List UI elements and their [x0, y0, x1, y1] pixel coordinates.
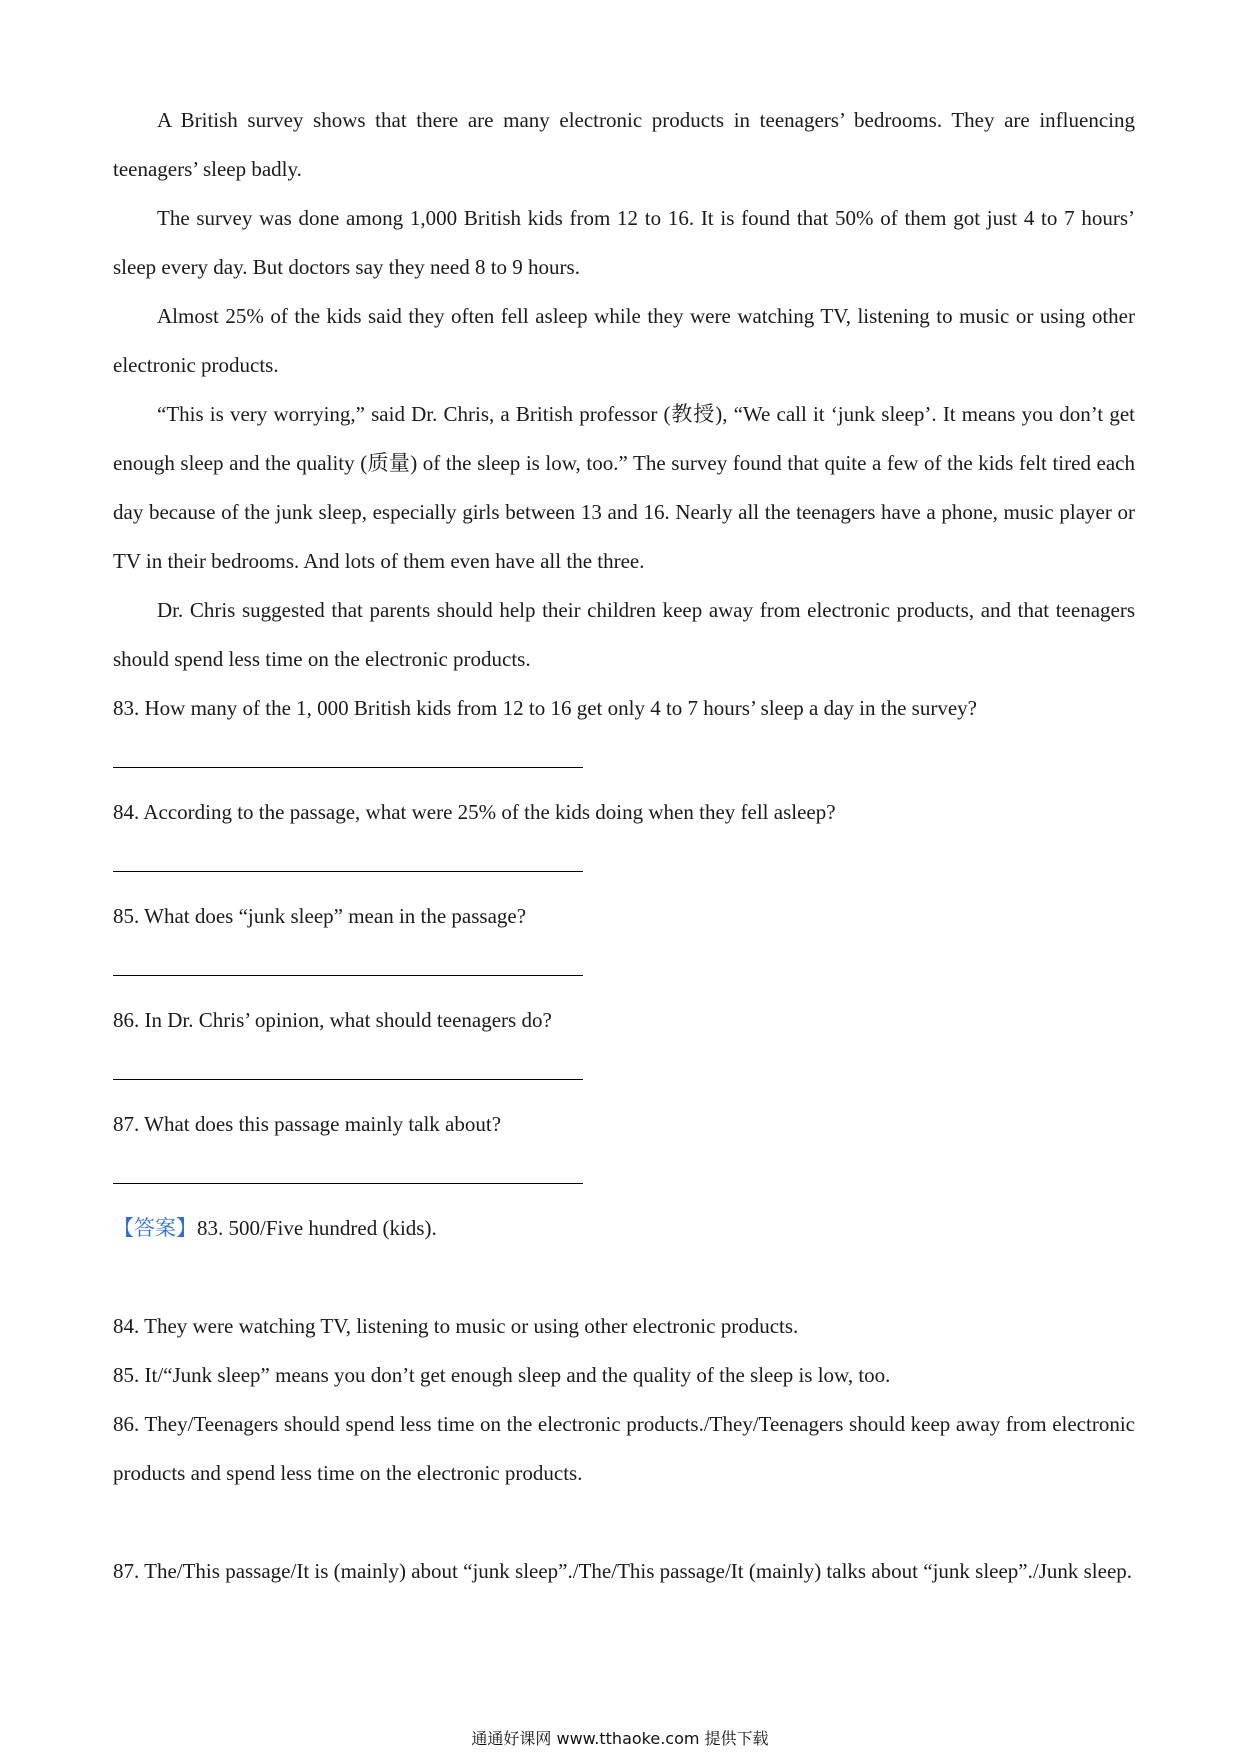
answer-87: 87. The/This passage/It is (mainly) about “junk sleep”./The/This passage/It (mainly) talks about “junk sleep”./Junk sleep.: [113, 1559, 1133, 1583]
answer-83-text: 83. 500/Five hundred (kids).: [197, 1216, 437, 1240]
answer-86: 86. They/Teenagers should spend less time on the electronic products./They/Teenagers should keep away from electronic products and spend less time on the electronic products.: [113, 1412, 1135, 1485]
answer-blank-84[interactable]: [113, 871, 583, 872]
passage-paragraph-5: Dr. Chris suggested that parents should help their children keep away from electronic products, and that teenagers should spend less time on the electronic products.: [113, 598, 1135, 671]
answer-83: [113, 1204, 1135, 1253]
passage-paragraph-2: The survey was done among 1,000 British kids from 12 to 16. It is found that 50% of them got just 4 to 7 hours’ sleep every day. But doctors say they need 8 to 9 hours.: [113, 206, 1135, 279]
question-87: 87. What does this passage mainly talk about?: [113, 1112, 502, 1136]
answer-blank-87[interactable]: [113, 1183, 583, 1184]
answer-84: 84. They were watching TV, listening to music or using other electronic products.: [113, 1314, 799, 1338]
spacer: [113, 1498, 1135, 1547]
document-page: [113, 96, 1135, 1596]
answer-blank-85[interactable]: [113, 975, 583, 976]
answer-85: 85. It/“Junk sleep” means you don’t get enough sleep and the quality of the sleep is low, too.: [113, 1363, 891, 1387]
spacer: [113, 1253, 1135, 1302]
passage-paragraph-1: A British survey shows that there are many electronic products in teenagers’ bedrooms. They are influencing teenagers’ sleep badly.: [113, 108, 1135, 181]
passage-paragraph-3: Almost 25% of the kids said they often fell asleep while they were watching TV, listening to music or using other electronic products.: [113, 304, 1135, 377]
question-85: 85. What does “junk sleep” mean in the passage?: [113, 904, 527, 928]
question-84: 84. According to the passage, what were 25% of the kids doing when they fell asleep?: [113, 800, 836, 824]
answer-blank-83[interactable]: [113, 767, 583, 768]
answer-tag: 【答案】: [113, 1216, 197, 1240]
passage-paragraph-4: “This is very worrying,” said Dr. Chris, a British professor (教授), “We call it ‘junk sleep’. It means you don’t get enough sleep and the quality (质量) of the sleep is low, too.” The survey found that quite a few of the kids felt tired each day because of the junk sleep, especially girls between 13 and 16. Nearly all the teenagers have a phone, music player or TV in their bedrooms. And lots of them even have all the three.: [113, 402, 1135, 573]
footer-watermark: 通通好课网 www.tthaoke.com 提供下载: [471, 1729, 769, 1748]
question-86: 86. In Dr. Chris’ opinion, what should teenagers do?: [113, 1008, 552, 1032]
question-83: 83. How many of the 1, 000 British kids from 12 to 16 get only 4 to 7 hours’ sleep a day in the survey?: [113, 696, 977, 720]
answer-blank-86[interactable]: [113, 1079, 583, 1080]
